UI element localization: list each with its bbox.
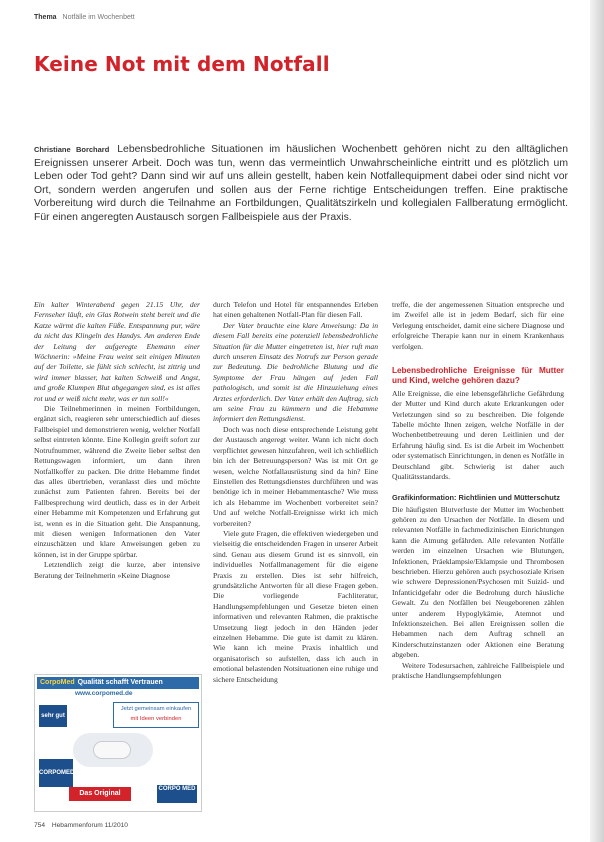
ad-brand: CorpoMed (40, 679, 75, 686)
body-paragraph: Die häufigsten Blutverluste der Mutter im Wochenbett gehören zu den Ursachen der Notfälle. In diesem und relevanten Notfälle in fachmedizinischen Einrichtungen kann die Atmung gefährden. Alle relevanten Notfälle werden im einzelnen Ursachen wie Blutungen, Infektionen, Präeklampsie/Eklampsie und Thrombosen beschrieben. Hierzu gehören auch psychosoziale Krisen wie schwere Depressionen/Psychosen mit Suizid- und Infanticidgefahr oder die Bedrohung durch häusliche Gewalt. Zu den Notfällen bei Neugeborenen zählen unter anderem Hypoglykämie, Atemnot und Infektionszeichen. Bei allen Ereignissen sollen die Hebammen nach dem Auftrag schnell an Kinderschutzinstanzen oder Aktionen eine Beratung abgeben. (392, 504, 564, 660)
publication-source: Hebammenforum 11/2010 (51, 822, 128, 829)
pillow-product-image (73, 733, 153, 767)
article-title: Keine Not mit dem Notfall (34, 52, 330, 76)
ad-url-link[interactable]: www.corpomed.de (75, 690, 133, 697)
ad-box-line-1: Jetzt gemeinsam einkaufen (120, 706, 192, 712)
case-intro: Ein kalter Winterabend gegen 21.15 Uhr, der Fernseher läuft, ein Glas Rotwein steht bereit und die Katze wärmt die kalten Füße. Entspannung pur, wäre da nicht das Klingeln des Handys. Am anderen Ende der Leitung der aufgeregte Ehemann einer Wöchnerin: »Meine Frau weint seit einigen Minuten auf der Toilette, sie fühlt sich schlecht, ist zittrig und wird immer blasser, hat kalten Schweiß und Angst, und große Klumpen Blut abgegangen sind, es ist alles rot und er weiß nicht mehr, was er tun soll!« (34, 300, 200, 403)
column-3 (392, 300, 564, 681)
test-seal-icon: sehr gut (39, 705, 67, 727)
body-paragraph: durch Telefon und Hotel für entspannendes Erleben hat einen gehaltenen Notfall-Plan für diesen Fall. (213, 300, 378, 320)
page-edge-shadow (590, 0, 604, 842)
column-1 (34, 300, 200, 581)
lead-text: Lebensbedrohliche Situationen im häuslichen Wochenbett gehören nicht zu den alltäglichen Ereignissen unserer Arbeit. Doch was tun, wenn das vermeintlich Unwahrscheinliche eintritt und es plötzlich um Leben oder Tod geht? Dann sind wir auf uns allein gestellt, haben kein Notfallequipment dabei oder sind nicht vor Ort, sondern werden angerufen und sollen aus der Ferne richtige Entscheidungen treffen. Eine praktische Vorbereitung wird durch die Teilnahme an Fortbildungen, Qualitätszirkeln und kollegialen Fallberatung ermöglicht. Für einen angeregten Austausch sorgen Fallbeispiele aus der Praxis. (34, 144, 568, 223)
subheading: Grafikinformation: Richtlinien und Mütterschutz (392, 492, 560, 502)
body-paragraph: Doch was noch diese entsprechende Leistung geht der Austausch angeregt weiter. Wann ich nicht doch verpflichtet gewesen hinzufahren, weil ich schließlich bin ich der Betreuungsperson? Was ist mit Ort ge wesen, welche Notfallausrüstung sind da hin? Eine Einstellen des Rettungsdienstes durchführen und was benötige ich in meiner Hebammentasche? Wie muss ich als Hebamme im Wochenbett vorbereitet sein? Und auf welche Notfall-Ereignisse wirkt ich mich vorbereiten? (213, 424, 378, 528)
section-rubric (34, 14, 135, 21)
body-paragraph: Weitere Todesursachen, zahlreiche Fallbeispiele und praktische Handlungsempfehlungen (392, 660, 564, 680)
ad-headline: Qualität schafft Vertrauen (77, 679, 163, 686)
ad-headline-bar (37, 677, 199, 689)
ad-box-line-2: mit Ideen verbinden (130, 716, 182, 722)
emphasis-paragraph: Der Vater brauchte eine klare Anweisung: Da in diesem Fall bereits eine potenziell lebensbedrohliche Situation für die Mutter eingetreten ist, hier ruft man durch unseren Einsatz des Notrufs zur Person gerade zur Bedeutung. Die bedrohliche Blutung und die Symptome der Frau hängen auf jeden Fall pathologisch, und somit ist die Hinzuziehung eines Arztes erforderlich. Der Vater erhält den Auftrag, sich um seine Frau zu kümmern und die Hebamme informiert den Rettungsdienst. (213, 320, 378, 424)
page-footer (34, 822, 128, 829)
ad-original-label: Das Original (69, 787, 131, 801)
corpomed-logo: CORPO MED (157, 785, 197, 803)
body-paragraph: treffe, die der angemessenen Situation entspreche und im Zweifel alle ist in jedem Bedarf, sich für eine Verlegung entscheidet, damit eine sichere Diagnose und erfolgreiche Therapie kann nur in einem Krankenhaus verfolgen. (392, 300, 564, 351)
article-lead (34, 143, 568, 225)
page-number: 754 (34, 822, 46, 829)
body-paragraph: Viele gute Fragen, die effektiven wiedergeben und vielseitig die entscheidenden Fragen in unserer Arbeit sind. Genau aus diesem Grund ist es sinnvoll, ein individuelles Notfallmanagement für die eigene Praxis zu erstellen. Dies ist sehr hilfreich, grundsätzliche Antworten für all diese Fragen geben. Die vorliegende Fachliteratur, Handlungsempfehlungen und Gesetze bieten einen informativen und relevanten Rahmen, die praktische Umsetzung liegt jedoch in den Händen jeder einzelnen Hebamme. Die gute ist damit zu klären. Wie kann ich meine Praxis inhaltlich und organisatorisch so aufstellen, dass ich auch in emotional belastenden Notsituationen eine ruhige und sichere Entscheidung (213, 528, 378, 684)
advertisement[interactable] (34, 674, 202, 812)
body-paragraph: Alle Ereignisse, die eine lebensgefährliche Gefährdung der Mutter und Kind durch akute Erkrankungen oder Verletzungen sind so zu beschreiben. Die folgende Tabelle möchte Ihnen zeigen, welche Notfälle in der Wochenbettbetreuung und deren Leitlinien und der Erfahrung häufig sind. Es ist die Arbeit im Wochenbett oder systematisch Einrichtungen, in denen es Notfälle in Deutschland gibt. Schwierig ist daher auch Qualitätsstandards. (392, 388, 564, 482)
rubric-section: Notfälle im Wochenbett (62, 14, 135, 21)
author-name: Christiane Borchard (34, 145, 110, 154)
rubric-label: Thema (34, 14, 57, 21)
subheading-red: Lebensbedrohliche Ereignisse für Mutter und Kind, welche gehören dazu? (392, 366, 564, 386)
column-2 (213, 300, 378, 685)
body-paragraph: Letztendlich zeigt die kurze, aber intensive Beratung der Teilnehmerin »Keine Diagnose (34, 560, 200, 580)
body-paragraph: Die Teilnehmerinnen in meinen Fortbildungen, ergänzt sich, reagieren sehr unterschiedlich auf dieses Fallbeispiel und demonstrieren wenig, welcher Notfall selbst eintreten könnte. Eine Kollegin greift sofort zur Notrufnummer, während die Zweite lieber selbst den Rettungswagen informiert, um dann ihren Notfallkoffer zu packen. Die dritte Hebamme findet das alles übertrieben, veranlasst dies und möchte zunächst zum Patienten fahren. Bereits bei der Fallbesprechung wird deutlich, dass es in der Arbeit einer Hebamme mit Kompetenzen und Erfahrung gut ist, wenn es in die Situation geht. Die Anspannung, mit diesen wenigen Informationen den Vater einzuschätzen und klare Anweisungen geben zu können, ist in der Gruppe spürbar. (34, 404, 200, 559)
product-badge-icon: CORPOMED (39, 759, 73, 787)
ad-info-box (113, 702, 199, 728)
